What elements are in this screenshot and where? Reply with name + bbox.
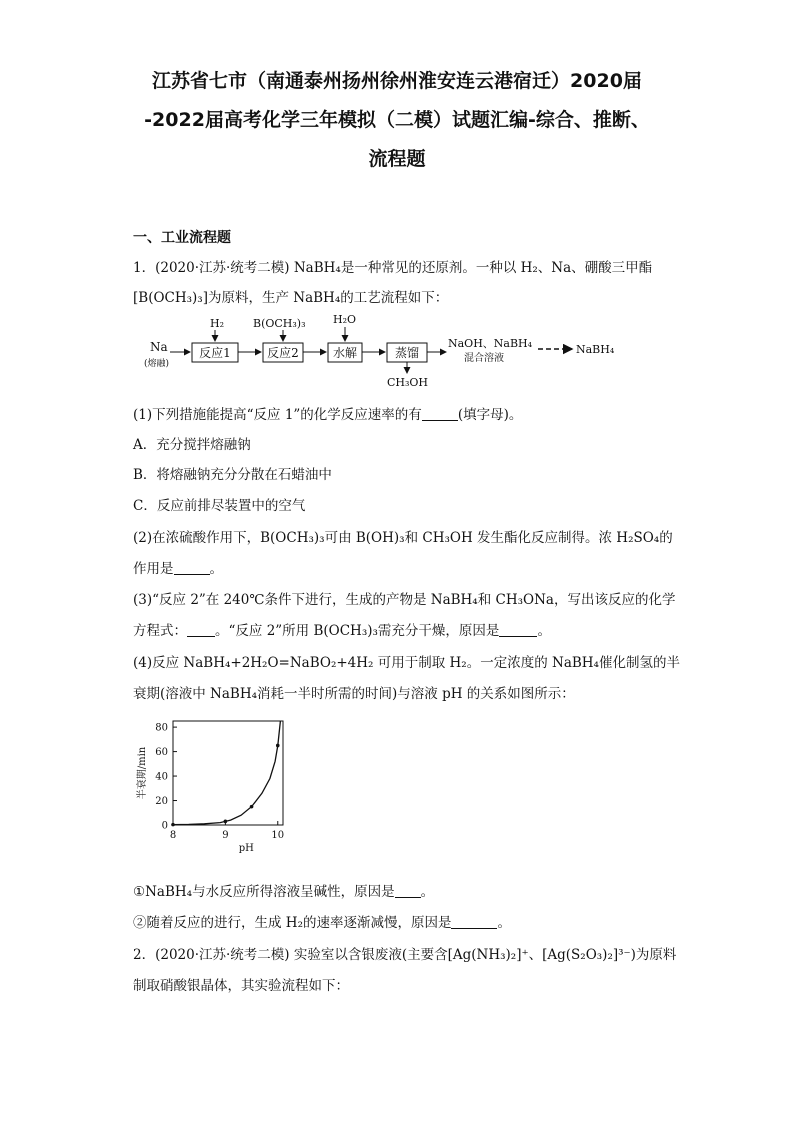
data-point-2 [250,805,254,809]
q1-part3-line-2 [133,619,551,639]
q1-part2-end: 。 [209,561,223,577]
flow-box-reaction1-label: 反应1 [199,346,231,360]
flow-input-h2o: H₂O [333,313,357,326]
q1-part3-line-1: (3)“反应 2”在 240℃条件下进行，生成的产物是 NaBH₄和 CH₃ONa，写出该反应的化学 [133,592,676,608]
q2-line-1: 2．(2020·江苏·统考二模) 实验室以含银废液(主要含[Ag(NH₃)₂]⁺、[Ag(S₂O₃)₂]³⁻)为原料 [133,947,677,963]
q1-part3-reason-blank[interactable] [499,622,537,637]
q1-part2-line-2 [133,557,223,577]
y-tick-label-2: 40 [155,771,168,783]
q1-part4-line-2: 衰期(溶液中 NaBH₄消耗一半时所需的时间)与溶液 pH 的关系如图所示： [133,686,575,702]
flow-mix-top: NaOH、NaBH₄ [448,337,533,350]
q1-part3-equation-blank[interactable] [187,622,215,637]
flow-product: NaBH₄ [576,343,615,356]
q1-part1-text: (1)下列措施能提高“反应 1”的化学反应速率的有 [133,407,422,423]
process-flow-diagram [140,313,640,393]
q1-option-b: B．将熔融钠充分分散在石蜡油中 [133,467,332,483]
x-axis-label: pH [238,843,254,854]
flow-start-note: (熔融) [144,359,170,369]
q1-option-c: C．反应前排尽装置中的空气 [133,498,306,514]
q1-sub2 [133,911,511,931]
data-point-3 [276,744,280,748]
q1-part2-line-1: (2)在浓硫酸作用下，B(OCH₃)₃可由 B(OH)₃和 CH₃OH 发生酯化反应制得。浓 H₂SO₄的 [133,530,673,546]
q1-part1 [133,403,522,423]
q1-sub2-answer-blank[interactable] [451,914,497,929]
q1-sub2-text: ②随着反应的进行，生成 H₂的速率逐渐减慢，原因是 [133,915,452,931]
q1-intro-line-2: [B(OCH₃)₃]为原料，生产 NaBH₄的工艺流程如下： [133,290,449,306]
y-tick-label-0: 0 [161,820,168,832]
title-line-3: 流程题 [368,148,426,170]
flow-mix-bottom: 混合溶液 [464,353,504,364]
q1-part1-end: (填字母)。 [457,407,523,423]
x-tick-label-1: 9 [222,830,229,841]
q2-line-2: 制取硝酸银晶体，其实验流程如下： [133,978,349,994]
section-heading: 一、工业流程题 [133,230,231,246]
y-axis-label: 半衰期/min [137,746,148,800]
title-line-2: -2022届高考化学三年模拟（二模）试题汇编-综合、推断、 [144,109,650,131]
q1-part4-line-1: (4)反应 NaBH₄+2H₂O=NaBO₂+4H₂ 可用于制取 H₂。一定浓度的 NaBH₄催化制氢的半 [133,655,680,671]
chart-frame [173,721,283,825]
title-line-1: 江苏省七市（南通泰州扬州徐州淮安连云港宿迁）2020届 [152,70,642,92]
q1-sub2-end: 。 [497,915,511,931]
flow-input-h2: H₂ [210,317,225,330]
series-line-0 [173,721,280,825]
q1-part2-answer-blank[interactable] [174,560,210,575]
q1-part3-text-b: 。“反应 2”所用 B(OCH₃)₃需充分干燥，原因是 [215,623,500,639]
flow-input-boch3: B(OCH₃)₃ [253,317,306,330]
q1-part3-end: 。 [537,623,551,639]
q1-sub1-text: ①NaBH₄与水反应所得溶液呈碱性，原因是 [133,884,395,900]
data-point-1 [224,820,228,824]
x-tick-label-2: 10 [271,830,285,841]
document-title [90,62,704,179]
y-tick-label-4: 80 [155,722,168,734]
x-tick-label-0: 8 [169,830,177,841]
flow-box-distillation-label: 蒸馏 [394,346,420,360]
flow-start-label: Na [150,340,168,354]
y-tick-label-1: 20 [155,796,168,808]
q1-intro-line-1: 1．(2020·江苏·统考二模) NaBH₄是一种常见的还原剂。一种以 H₂、Na、硼酸三甲酯 [133,260,653,276]
q1-sub1-end: 。 [420,884,435,900]
q1-option-a: A．充分搅拌熔融钠 [133,437,251,453]
flow-output-ch3oh: CH₃OH [387,376,429,389]
flow-box-hydrolysis-label: 水解 [332,346,358,360]
flow-box-reaction2-label: 反应2 [267,346,299,360]
data-point-0 [171,823,175,827]
q1-part3-text-a: 方程式： [133,623,187,639]
half-life-ph-chart [133,713,303,855]
q1-part1-answer-blank[interactable] [422,406,458,421]
q1-sub1-answer-blank[interactable] [395,883,421,898]
q1-sub1 [133,880,434,900]
q1-part2-text: 作用是 [133,561,174,577]
y-tick-label-3: 60 [155,747,168,759]
